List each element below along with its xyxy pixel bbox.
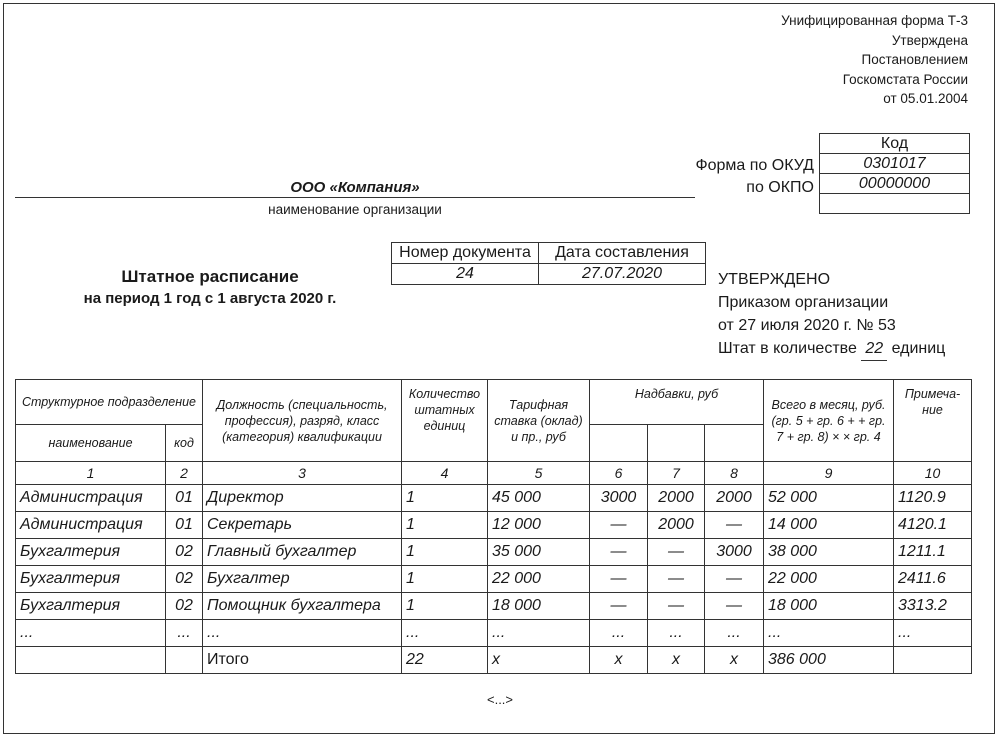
approved-by-label: Утверждена [891, 32, 968, 48]
table-cell: 18 000 [764, 593, 894, 620]
approved-heading: УТВЕРЖДЕНО [718, 271, 831, 288]
staff-count-prefix: Штат в количестве [718, 340, 857, 357]
table-cell: Помощник бухгалтера [203, 593, 402, 620]
table-cell: 02 [166, 593, 203, 620]
table-cell: ... [16, 620, 166, 647]
table-cell: Бухгалтер [203, 566, 402, 593]
header-count: Количество штатных единиц [402, 380, 488, 462]
table-cell: 02 [166, 539, 203, 566]
header-bonus-col-2 [648, 425, 705, 462]
column-number: 4 [402, 462, 488, 485]
column-number: 1 [16, 462, 166, 485]
table-cell: ... [590, 620, 648, 647]
table-cell: 3000 [590, 485, 648, 512]
header-bonuses: Надбавки, руб [590, 380, 764, 425]
form-name: Унифицированная форма Т-3 [781, 13, 968, 28]
table-cell: 02 [166, 566, 203, 593]
table-cell: 35 000 [488, 539, 590, 566]
table-cell: — [648, 539, 705, 566]
table-row [16, 485, 972, 512]
header-note: Примеча-ние [894, 380, 972, 462]
table-cell: 14 000 [764, 512, 894, 539]
table-cell: — [590, 539, 648, 566]
organization-caption: наименование организации [268, 202, 442, 217]
table-cell: Секретарь [203, 512, 402, 539]
table-cell: Администрация [16, 485, 166, 512]
column-number: 9 [764, 462, 894, 485]
header-total: Всего в месяц, руб. (гр. 5 + гр. 6 + + гр. 7 + гр. 8) × × гр. 4 [764, 380, 894, 462]
staff-count-line [718, 337, 945, 361]
table-cell: ... [764, 620, 894, 647]
table-cell: 386 000 [764, 647, 894, 674]
table-cell [894, 647, 972, 674]
document-period: на период 1 год с 1 августа 2020 г. [83, 290, 337, 307]
total-row [16, 647, 972, 674]
table-cell: — [590, 593, 648, 620]
column-number: 10 [894, 462, 972, 485]
table-cell: х [488, 647, 590, 674]
header-division-code: код [166, 425, 203, 462]
organization-name: ООО «Компания» [290, 179, 420, 196]
document-title: Штатное расписание [121, 267, 299, 286]
table-cell: — [705, 566, 764, 593]
table-cell: Бухгалтерия [16, 539, 166, 566]
organization-underline [15, 197, 695, 198]
continuation-marker: <...> [486, 692, 514, 707]
table-cell: 4120.1 [894, 512, 972, 539]
table-cell: 1211.1 [894, 539, 972, 566]
table-row [16, 620, 972, 647]
table-cell: ... [705, 620, 764, 647]
table-cell: 1 [402, 566, 488, 593]
column-number: 5 [488, 462, 590, 485]
header-bonus-col-1 [590, 425, 648, 462]
table-row [16, 593, 972, 620]
table-cell: 2000 [648, 485, 705, 512]
table-cell: 1 [402, 512, 488, 539]
table-cell: — [590, 566, 648, 593]
table-cell: — [705, 512, 764, 539]
column-number: 2 [166, 462, 203, 485]
doc-date: 27.07.2020 [539, 264, 706, 285]
table-cell: ... [166, 620, 203, 647]
document-title-block [55, 266, 365, 310]
table-row [16, 512, 972, 539]
table-cell: 1 [402, 539, 488, 566]
table-cell: 01 [166, 485, 203, 512]
table-cell: 45 000 [488, 485, 590, 512]
table-cell: 3000 [705, 539, 764, 566]
doc-number-label: Номер документа [392, 243, 539, 264]
table-cell: 3313.2 [894, 593, 972, 620]
table-cell: 38 000 [764, 539, 894, 566]
header-bonus-col-3 [705, 425, 764, 462]
table-cell: х [648, 647, 705, 674]
table-cell: 1120.9 [894, 485, 972, 512]
table-cell [16, 647, 166, 674]
table-cell: 22 000 [764, 566, 894, 593]
table-cell: 2000 [705, 485, 764, 512]
approved-order: Приказом организации [718, 294, 889, 311]
data-rows [16, 485, 972, 674]
header-division: Структурное подразделение [16, 380, 203, 425]
table-cell: Бухгалтерия [16, 593, 166, 620]
table-cell: ... [488, 620, 590, 647]
table-cell: 22 000 [488, 566, 590, 593]
column-number: 8 [705, 462, 764, 485]
column-numbers-row [16, 462, 972, 485]
table-cell: ... [894, 620, 972, 647]
header-rate: Тарифная ставка (оклад) и пр., руб [488, 380, 590, 462]
document-info-box [391, 242, 706, 285]
table-cell: 1 [402, 593, 488, 620]
table-cell: — [590, 512, 648, 539]
table-cell: 18 000 [488, 593, 590, 620]
table-cell: Итого [203, 647, 402, 674]
resolution-label: Постановлением [861, 52, 968, 67]
authority-label: Госкомстата России [842, 71, 968, 87]
codes-box [819, 133, 970, 214]
table-cell: 1 [402, 485, 488, 512]
table-cell: 22 [402, 647, 488, 674]
table-cell: ... [648, 620, 705, 647]
staffing-table [15, 379, 972, 674]
okpo-label: по ОКПО [746, 179, 814, 196]
table-cell: 52 000 [764, 485, 894, 512]
approved-block [718, 268, 945, 361]
table-cell [166, 647, 203, 674]
table-cell: Администрация [16, 512, 166, 539]
table-cell: х [705, 647, 764, 674]
header-division-name: наименование [16, 425, 166, 462]
okud-code: 0301017 [820, 154, 970, 174]
table-cell: Главный бухгалтер [203, 539, 402, 566]
table-cell: 12 000 [488, 512, 590, 539]
table-cell: х [590, 647, 648, 674]
table-row [16, 566, 972, 593]
table-cell: ... [203, 620, 402, 647]
form-approval-block [781, 11, 968, 109]
column-number: 6 [590, 462, 648, 485]
okpo-code: 00000000 [820, 174, 970, 194]
table-cell: Бухгалтерия [16, 566, 166, 593]
table-cell: ... [402, 620, 488, 647]
table-cell: — [648, 593, 705, 620]
staff-count-suffix: единиц [891, 340, 946, 357]
column-number: 3 [203, 462, 402, 485]
table-cell: 01 [166, 512, 203, 539]
okud-label: Форма по ОКУД [695, 157, 814, 174]
codes-header: Код [820, 134, 970, 154]
table-cell: — [648, 566, 705, 593]
table-cell: 2000 [648, 512, 705, 539]
table-row [16, 539, 972, 566]
doc-date-label: Дата составления [539, 243, 706, 264]
approved-order-date: от 27 июля 2020 г. № 53 [718, 317, 896, 334]
table-cell: — [705, 593, 764, 620]
staff-count-value: 22 [861, 337, 887, 361]
doc-number: 24 [392, 264, 539, 285]
column-number: 7 [648, 462, 705, 485]
empty-code [820, 194, 970, 214]
header-position: Должность (специальность, профессия), разряд, класс (категория) квалификации [203, 380, 402, 462]
resolution-date: от 05.01.2004 [883, 91, 968, 106]
table-cell: 2411.6 [894, 566, 972, 593]
table-cell: Директор [203, 485, 402, 512]
